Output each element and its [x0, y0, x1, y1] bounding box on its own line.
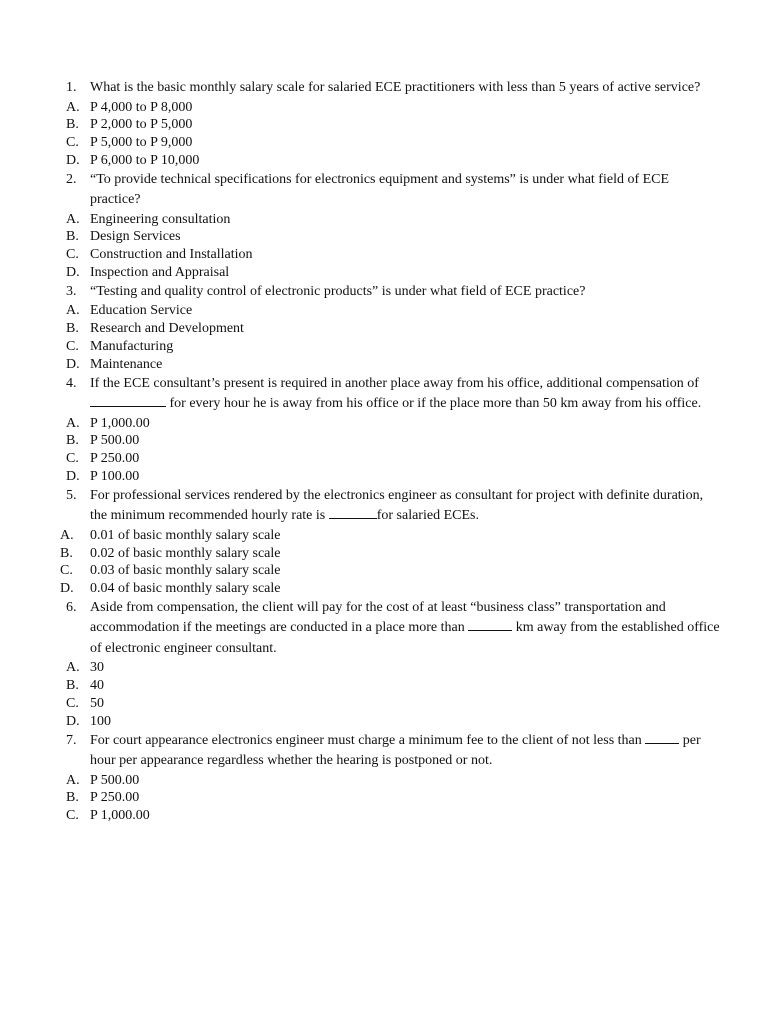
option-letter: B.	[60, 545, 73, 561]
question-text-before: For professional services rendered by the electronics engineer as consultant for project with definite duration, the minimum recommended hourly rate is	[90, 487, 704, 524]
question-text: “To provide technical specifications for electronics equipment and systems” is under what field of ECE practice?	[90, 171, 670, 208]
option-letter: B.	[66, 229, 79, 245]
option-letter: A.	[66, 303, 80, 319]
option-letter: D.	[66, 265, 80, 281]
option-a	[0, 99, 768, 117]
option-d	[0, 356, 768, 374]
option-text: Research and Development	[90, 321, 244, 337]
option-text: 0.04 of basic monthly salary scale	[90, 581, 281, 597]
option-letter: D.	[66, 713, 80, 729]
question-number: 7.	[66, 732, 77, 748]
option-text: 0.01 of basic monthly salary scale	[90, 527, 281, 543]
question-text-after: per hour per appearance regardless whether the hearing is postponed or not.	[90, 732, 701, 769]
option-b	[0, 545, 768, 563]
answer-blank	[90, 394, 166, 407]
question-number: 5.	[66, 487, 77, 503]
question-number: 4.	[66, 375, 77, 391]
option-c	[0, 807, 768, 825]
option-letter: D.	[66, 468, 80, 484]
option-letter: C.	[60, 563, 73, 579]
answer-blank	[329, 506, 377, 519]
option-text: Construction and Installation	[90, 247, 253, 263]
option-b	[0, 432, 768, 450]
question-text-after: for salaried ECEs.	[376, 508, 479, 524]
question-number: 6.	[66, 599, 77, 615]
option-letter: C.	[66, 451, 79, 467]
option-a	[0, 211, 768, 229]
option-text: Engineering consultation	[90, 211, 231, 227]
option-a	[0, 415, 768, 433]
option-b	[0, 228, 768, 246]
option-d	[0, 152, 768, 170]
option-c	[0, 450, 768, 468]
option-letter: B.	[66, 433, 79, 449]
option-b	[0, 116, 768, 134]
question-2	[0, 170, 768, 211]
question-text-before: Aside from compensation, the client will pay for the cost of at least “business class” transportation and accommodation if the meetings are conducted in a place more than	[90, 599, 666, 636]
question-text-before: For court appearance electronics engineer must charge a minimum fee to the client of not less than	[90, 732, 642, 748]
option-letter: A.	[66, 660, 80, 676]
option-letter: B.	[66, 790, 79, 806]
option-text: 30	[90, 660, 104, 676]
option-letter: D.	[66, 152, 80, 168]
option-c	[0, 562, 768, 580]
option-letter: A.	[66, 211, 80, 227]
option-letter: A.	[66, 772, 80, 788]
option-text: 0.02 of basic monthly salary scale	[90, 545, 281, 561]
option-b	[0, 320, 768, 338]
option-d	[0, 580, 768, 598]
option-b	[0, 677, 768, 695]
option-d	[0, 264, 768, 282]
option-text: 0.03 of basic monthly salary scale	[90, 563, 281, 579]
option-letter: C.	[66, 338, 79, 354]
option-letter: C.	[66, 696, 79, 712]
question-6	[0, 598, 768, 660]
option-text: P 2,000 to P 5,000	[90, 117, 193, 133]
option-text: Maintenance	[90, 356, 163, 372]
option-letter: C.	[66, 247, 79, 263]
option-text: 40	[90, 678, 104, 694]
question-4	[0, 374, 768, 415]
option-d	[0, 468, 768, 486]
option-a	[0, 772, 768, 790]
option-text: P 100.00	[90, 468, 140, 484]
option-letter: D.	[66, 356, 80, 372]
option-text: Design Services	[90, 229, 181, 245]
option-a	[0, 659, 768, 677]
option-letter: B.	[66, 117, 79, 133]
option-text: 100	[90, 713, 111, 729]
answer-blank	[468, 618, 512, 631]
question-3	[0, 282, 768, 303]
option-letter: D.	[60, 581, 74, 597]
question-number: 2.	[66, 171, 77, 187]
option-a	[0, 302, 768, 320]
option-letter: A.	[66, 415, 80, 431]
option-text: Inspection and Appraisal	[90, 265, 230, 281]
option-c	[0, 695, 768, 713]
question-text: “Testing and quality control of electronic products” is under what field of ECE practice?	[90, 283, 586, 299]
option-b	[0, 789, 768, 807]
option-text: Education Service	[90, 303, 193, 319]
question-text-after: km away from the established office of electronic engineer consultant.	[90, 620, 720, 656]
question-text-after: for every hour he is away from his office or if the place more than 50 km away from his office.	[169, 396, 702, 412]
document-page	[0, 78, 768, 825]
option-text: 50	[90, 696, 104, 712]
option-text: P 5,000 to P 9,000	[90, 135, 193, 151]
option-letter: B.	[66, 321, 79, 337]
question-text-before: If the ECE consultant’s present is required in another place away from his office, additional compensation of	[90, 375, 699, 391]
option-c	[0, 338, 768, 356]
option-text: P 4,000 to P 8,000	[90, 99, 193, 115]
option-c	[0, 246, 768, 264]
option-text: P 250.00	[90, 451, 140, 467]
option-c	[0, 134, 768, 152]
option-text: P 1,000.00	[90, 415, 150, 431]
answer-blank	[645, 731, 679, 744]
option-letter: C.	[66, 135, 79, 151]
option-a	[0, 527, 768, 545]
question-text: What is the basic monthly salary scale for salaried ECE practitioners with less than 5 years of active service?	[90, 80, 701, 95]
option-text: P 500.00	[90, 772, 140, 788]
option-letter: A.	[60, 527, 74, 543]
option-letter: A.	[66, 99, 80, 115]
question-number: 3.	[66, 283, 77, 299]
option-text: P 1,000.00	[90, 808, 150, 824]
option-text: P 250.00	[90, 790, 140, 806]
option-d	[0, 713, 768, 731]
question-number: 1.	[66, 80, 77, 95]
option-letter: C.	[66, 808, 79, 824]
option-text: P 500.00	[90, 433, 140, 449]
question-1	[0, 78, 768, 99]
question-7	[0, 731, 768, 772]
option-letter: B.	[66, 678, 79, 694]
option-text: P 6,000 to P 10,000	[90, 152, 200, 168]
question-5	[0, 486, 768, 527]
option-text: Manufacturing	[90, 338, 174, 354]
